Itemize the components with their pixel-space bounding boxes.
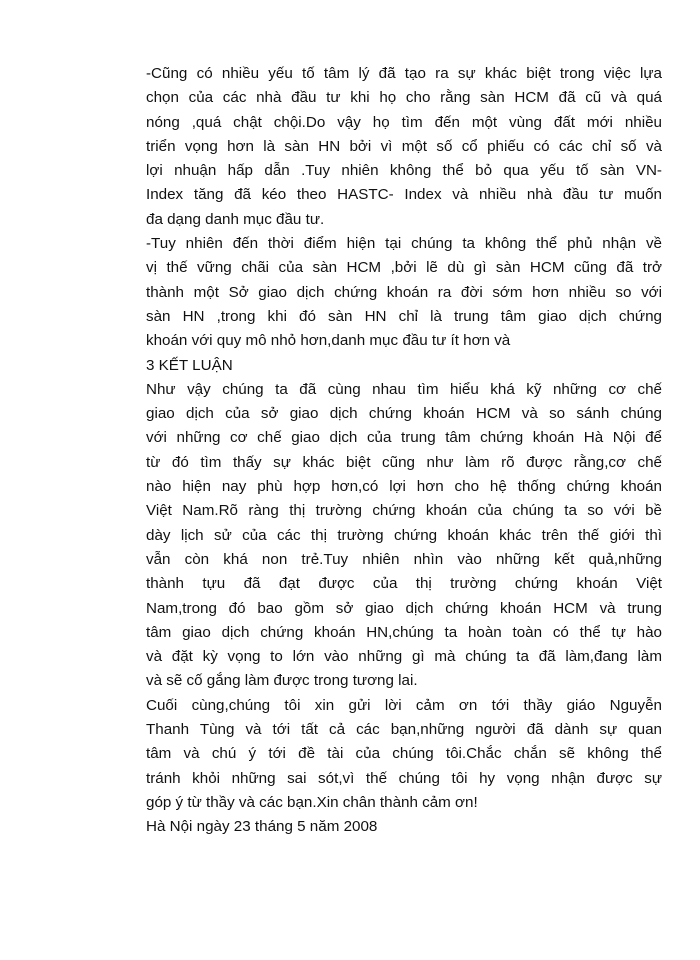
text-line: khoán với quy mô nhỏ hơn,danh mục đầu tư ít hơn và [146, 332, 511, 350]
text-line: sàn HN ,trong khi đó sàn HN chỉ là trung tâm giao dịch chứng [146, 307, 662, 325]
text-line: và sẽ cố gắng làm được trong tương lai. [146, 672, 418, 690]
text-line: Như vậy chúng ta đã cùng nhau tìm hiểu khá kỹ những cơ chế [146, 380, 662, 398]
text-line: giao dịch của sở giao dịch chứng khoán HCM và so sánh chúng [146, 405, 662, 423]
text-line: với những cơ chế giao dịch của trung tâm chứng khoán Hà Nội để [146, 429, 662, 447]
text-line: Nam,trong đó bao gồm sở giao dịch chứng khoán HCM và trung [146, 599, 662, 617]
text-line: lợi nhuận hấp dẫn .Tuy nhiên không thể bỏ qua yếu tố sàn VN- [146, 162, 662, 180]
text-line: tâm giao dịch chứng khoán HN,chúng ta hoàn toàn có thể tự hào [146, 623, 662, 641]
text-line: chọn của các nhà đầu tư khi họ cho rằng sàn HCM đã cũ và quá [146, 89, 662, 107]
text-line: đa dạng danh mục đầu tư. [146, 210, 325, 228]
text-line: tâm và chú ý tới đề tài của chúng tôi.Chắc chắn sẽ không thể [146, 745, 662, 763]
date-line: Hà Nội ngày 23 tháng 5 năm 2008 [146, 818, 378, 836]
text-line: -Tuy nhiên đến thời điểm hiện tại chúng ta không thể phủ nhận về [146, 235, 662, 253]
text-line: Index tăng đã kéo theo HASTC- Index và nhiều nhà đầu tư muốn [146, 186, 662, 204]
text-line: triển vọng hơn là sàn HN bởi vì một số cổ phiếu có các chỉ số và [146, 137, 662, 155]
text-line: Thanh Tùng và tới tất cả các bạn,những người đã dành sự quan [146, 721, 662, 739]
text-line: dày lịch sử của các thị trường chứng khoán khác trên thế giới thì [146, 526, 662, 544]
document-body [146, 62, 662, 840]
text-line: và đặt kỳ vọng to lớn vào những gì mà chúng ta đã làm,đang làm [146, 648, 662, 666]
text-line: Việt Nam.Rõ ràng thị trường chứng khoán của chúng ta so với bề [146, 502, 662, 520]
text-line: nào hiện nay phù hợp hơn,có lợi hơn cho hệ thống chứng khoán [146, 478, 662, 496]
text-line: thành tựu đã đạt được của thị trường chứng khoán Việt [146, 575, 662, 593]
text-line: vẫn còn khá non trẻ.Tuy nhiên nhìn vào những kết quả,những [146, 550, 662, 568]
section-heading: 3 KẾT LUẬN [146, 356, 233, 374]
text-line: -Cũng có nhiều yếu tố tâm lý đã tạo ra sự khác biệt trong việc lựa [146, 65, 662, 82]
text-line: góp ý từ thầy và các bạn.Xin chân thành cảm ơn! [146, 793, 478, 811]
text-line: Cuối cùng,chúng tôi xin gửi lời cảm ơn tới thầy giáo Nguyễn [146, 696, 662, 714]
text-line: vị thế vững chãi của sàn HCM ,bởi lẽ dù gì sàn HCM cũng đã trở [146, 259, 662, 277]
text-line: từ đó tìm thấy sự khác biệt cũng như làm rõ được rằng,cơ chế [146, 453, 662, 471]
text-line: thành một Sở giao dịch chứng khoán ra đời sớm hơn nhiều so với [146, 283, 662, 301]
text-line: tránh khỏi những sai sót,vì thế chúng tôi hy vọng nhận được sự [146, 769, 662, 787]
text-line: nóng ,quá chật chội.Do vậy họ tìm đến một vùng đất mới nhiều [146, 113, 662, 131]
